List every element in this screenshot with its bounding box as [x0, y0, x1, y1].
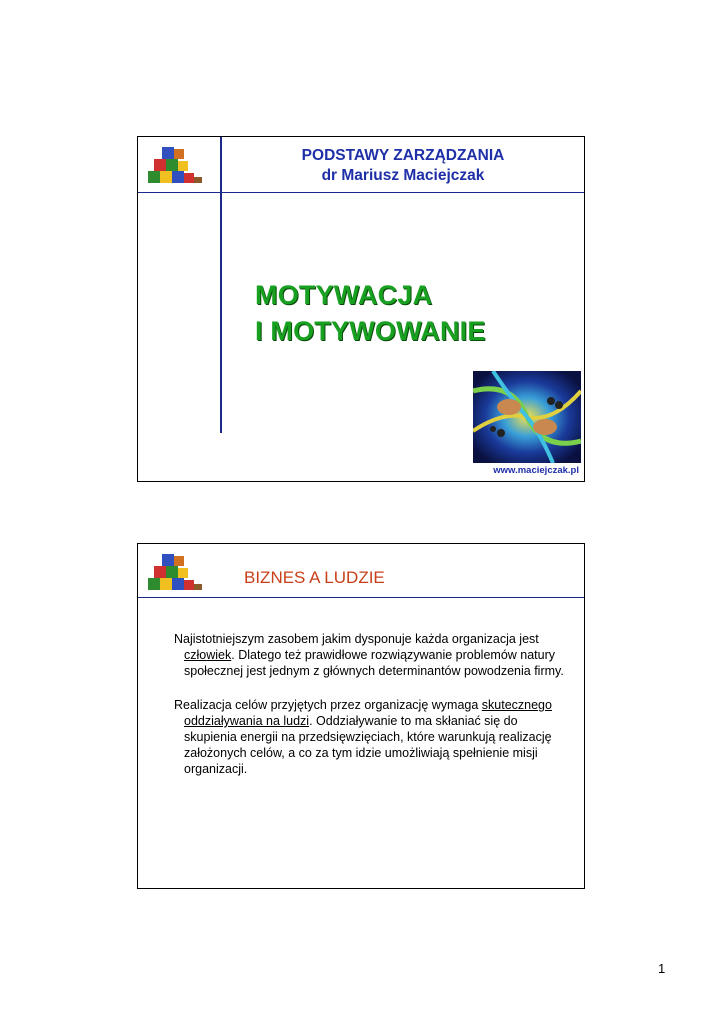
title-line-1: MOTYWACJA — [255, 280, 433, 310]
paragraph-1 — [174, 631, 566, 679]
website-url[interactable]: www.maciejczak.pl — [493, 465, 579, 476]
toy-blocks-icon — [142, 548, 206, 594]
header-divider — [138, 597, 584, 598]
paragraph-2-text-a: Realizacja celów przyjętych przez organizację wymaga — [174, 698, 482, 712]
slide-title: BIZNES A LUDZIE — [244, 568, 385, 587]
toy-blocks-icon — [142, 141, 206, 187]
paragraph-1-text-b: . Dlatego też prawidłowe rozwiązywanie problemów natury społecznej jest jednym z głównych determinantów powodzenia firmy. — [184, 648, 564, 678]
title-line-2: I MOTYWOWANIE — [255, 316, 486, 346]
paragraph-1-emphasis: człowiek — [184, 648, 232, 662]
slide-title — [255, 277, 486, 349]
teamwork-hands-illustration — [473, 371, 581, 463]
course-title: PODSTAWY ZARZĄDZANIA — [301, 147, 505, 164]
slide-2 — [137, 543, 585, 889]
paragraph-2 — [174, 697, 566, 777]
page-number: 1 — [658, 961, 666, 976]
slide-body — [174, 631, 566, 795]
slide-header — [228, 146, 578, 186]
paragraph-2-emphasis: skutecznego oddziaływania na ludzi — [184, 698, 552, 728]
slide-1 — [137, 136, 585, 482]
paragraph-2-text-b: . Oddziaływanie to ma skłaniać się do skupienia energii na przedsięwzięciach, które warunkują realizację założonych celów, a co za tym idzie umożliwiają spełnienie misji organizacji. — [184, 714, 552, 776]
author-name: dr Mariusz Maciejczak — [321, 167, 485, 184]
paragraph-1-text-a: Najistotniejszym zasobem jakim dysponuje każda organizacja jest — [174, 632, 539, 646]
vertical-divider — [220, 137, 222, 433]
header-divider — [138, 192, 584, 193]
